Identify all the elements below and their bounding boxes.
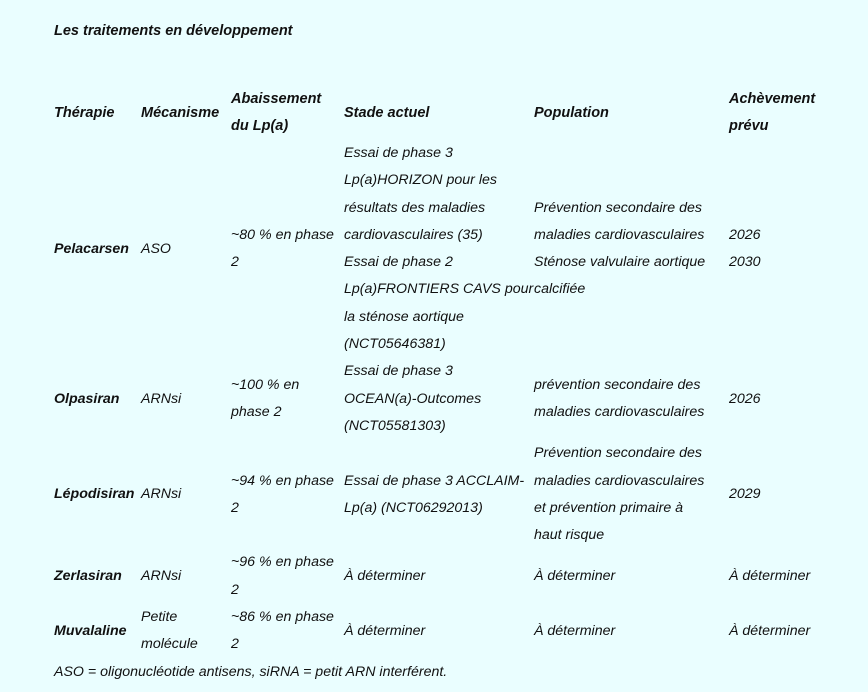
- cell-line: ~100 % en: [231, 377, 300, 394]
- cell-achevement: [729, 140, 844, 358]
- cell-therapie: Lépodisiran: [54, 486, 135, 503]
- cell-therapie: Pelacarsen: [54, 240, 129, 257]
- cell-line: À déterminer: [729, 568, 811, 585]
- cell-line: la sténose aortique: [344, 308, 464, 325]
- cell-population: [534, 549, 729, 604]
- cell-line: maladies cardiovasculaires: [534, 472, 705, 489]
- cell-line: Lp(a)HORIZON pour les: [344, 172, 497, 189]
- header-abaissement-line-1: Abaissement: [231, 91, 322, 107]
- cell-line: 2026: [729, 226, 761, 243]
- treatments-table: [54, 86, 844, 659]
- table-row: [54, 604, 844, 659]
- cell-line: (NCT05581303): [344, 417, 446, 434]
- cell-line: 2029: [729, 486, 761, 503]
- cell-line: phase 2: [231, 404, 282, 421]
- header-achevement-line-2: prévu: [729, 118, 769, 134]
- cell-line: maladies cardiovasculaires: [534, 226, 705, 243]
- cell-line: haut risque: [534, 527, 605, 544]
- cell-line: maladies cardiovasculaires: [534, 404, 705, 421]
- cell-mecanisme: [141, 604, 231, 659]
- cell-line: 2030: [729, 254, 761, 271]
- cell-therapie: Zerlasiran: [54, 568, 122, 585]
- cell-line: ~80 % en phase: [231, 226, 334, 243]
- cell-line: Lp(a)FRONTIERS CAVS pour: [344, 281, 534, 298]
- cell-stade: [344, 140, 534, 358]
- header-achevement-line-1: Achèvement: [729, 91, 816, 107]
- article-section: [54, 21, 854, 686]
- cell-achevement: [729, 440, 844, 549]
- cell-stade: [344, 440, 534, 549]
- cell-line: ~96 % en phase: [231, 554, 334, 571]
- header-therapie: Thérapie: [54, 104, 115, 121]
- cell-abaissement: [231, 604, 344, 659]
- cell-therapie: Olpasiran: [54, 390, 120, 407]
- cell-stade: [344, 604, 534, 659]
- table-row: [54, 440, 844, 549]
- cell-line: Essai de phase 2: [344, 254, 453, 271]
- cell-line: OCEAN(a)-Outcomes: [344, 390, 482, 407]
- table-caption: Les traitements en développement: [54, 23, 293, 39]
- cell-achevement: [729, 549, 844, 604]
- cell-line: prévention secondaire des: [534, 377, 701, 394]
- cell-line: À déterminer: [534, 568, 616, 585]
- cell-line: Essai de phase 3: [344, 363, 453, 380]
- table-row: [54, 140, 844, 358]
- table-header-row: [54, 86, 844, 140]
- cell-achevement: [729, 604, 844, 659]
- cell-line: Petite: [141, 609, 178, 626]
- cell-stade: [344, 549, 534, 604]
- cell-line: 2: [231, 499, 239, 516]
- header-abaissement-line-2: du Lp(a): [231, 118, 289, 134]
- header-abaissement: [231, 86, 344, 140]
- cell-population: [534, 140, 729, 358]
- cell-mecanisme: ARNsi: [141, 568, 182, 585]
- cell-line: résultats des maladies: [344, 199, 486, 216]
- header-mecanisme: Mécanisme: [141, 104, 220, 121]
- cell-line: Essai de phase 3: [344, 145, 453, 161]
- cell-abaissement: [231, 549, 344, 604]
- cell-line: cardiovasculaires (35): [344, 226, 483, 243]
- cell-line: 2026: [729, 390, 761, 407]
- cell-therapie: Muvalaline: [54, 622, 127, 639]
- cell-line: calcifiée: [534, 281, 586, 298]
- cell-line: ~94 % en phase: [231, 472, 334, 489]
- cell-line: Prévention secondaire des: [534, 445, 702, 462]
- cell-line: À déterminer: [344, 568, 426, 585]
- header-stade: Stade actuel: [344, 104, 430, 121]
- cell-abaissement: [231, 358, 344, 440]
- cell-abaissement: [231, 440, 344, 549]
- cell-population: [534, 440, 729, 549]
- cell-line: À déterminer: [729, 622, 811, 639]
- cell-line: À déterminer: [534, 622, 616, 639]
- cell-line: Lp(a) (NCT06292013): [344, 499, 483, 516]
- header-population: Population: [534, 104, 609, 121]
- cell-line: À déterminer: [344, 622, 426, 639]
- cell-line: 2: [231, 254, 239, 271]
- cell-abaissement: [231, 140, 344, 358]
- cell-line: Essai de phase 3 ACCLAIM-: [344, 472, 525, 489]
- cell-line: (NCT05646381): [344, 336, 446, 353]
- cell-line: molécule: [141, 636, 198, 653]
- cell-mecanisme: ARNsi: [141, 486, 182, 503]
- cell-line: Sténose valvulaire aortique: [534, 254, 706, 271]
- cell-line: Prévention secondaire des: [534, 199, 702, 216]
- cell-stade: [344, 358, 534, 440]
- cell-line: ~86 % en phase: [231, 609, 334, 626]
- table-row: [54, 549, 844, 604]
- cell-achevement: [729, 358, 844, 440]
- header-achevement: [729, 86, 844, 140]
- cell-population: [534, 604, 729, 659]
- cell-mecanisme: ARNsi: [141, 390, 182, 407]
- table-row: [54, 358, 844, 440]
- cell-line: et prévention primaire à: [534, 499, 684, 516]
- cell-line: 2: [231, 581, 239, 598]
- cell-mecanisme: ASO: [141, 240, 171, 257]
- table-footnote: ASO = oligonucléotide antisens, siRNA = petit ARN interférent.: [54, 663, 448, 680]
- cell-line: 2: [231, 636, 239, 653]
- cell-population: [534, 358, 729, 440]
